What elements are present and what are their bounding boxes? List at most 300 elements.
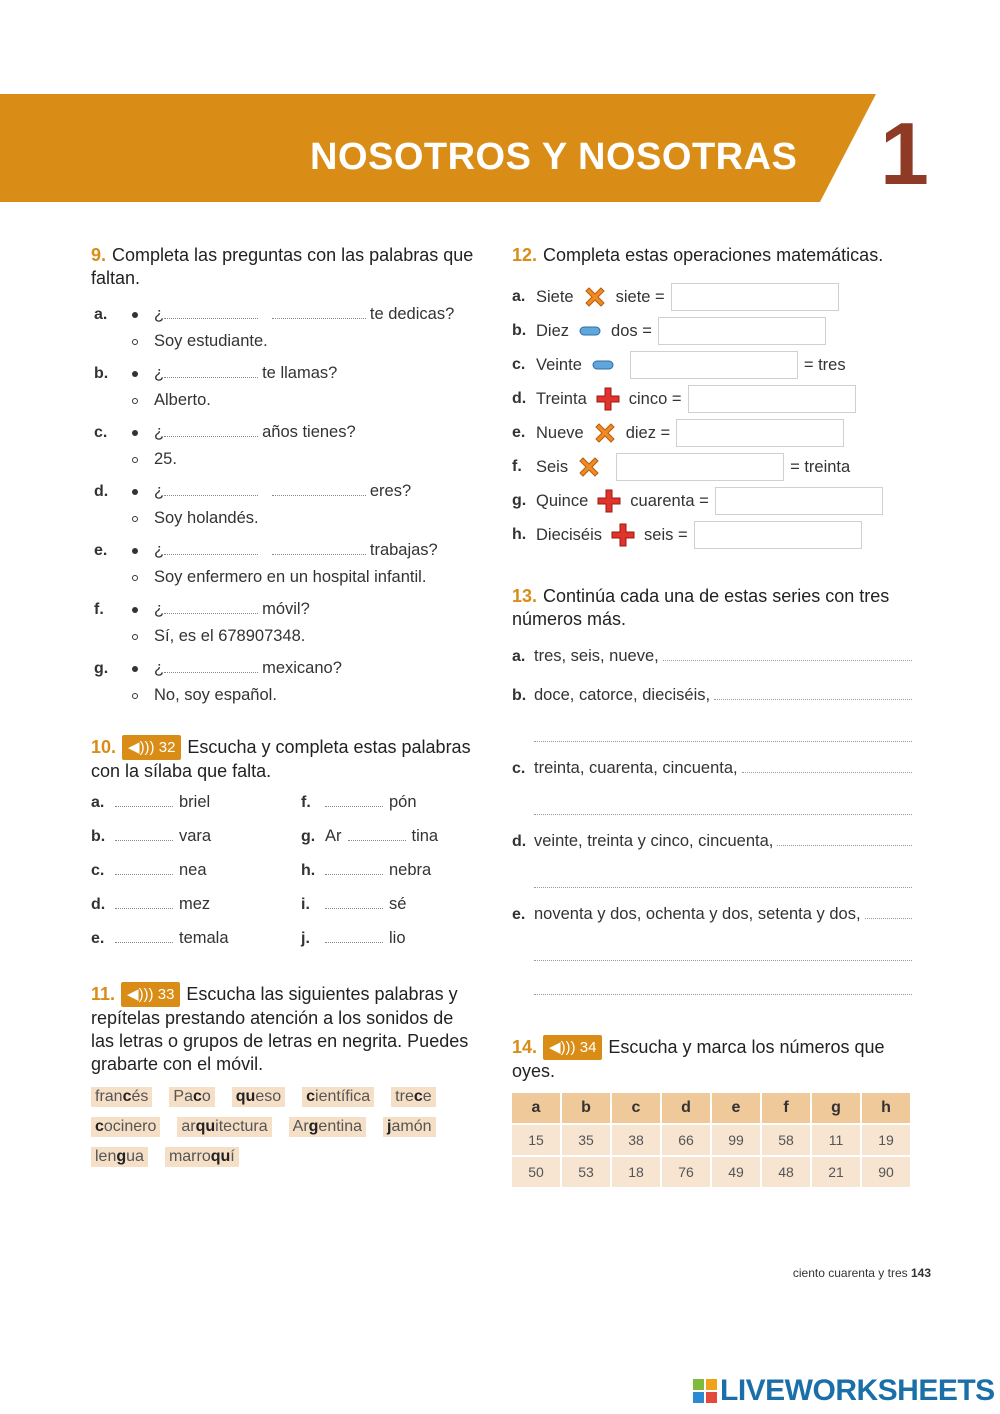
- word-end: temala: [179, 929, 229, 947]
- answer-blank[interactable]: [164, 305, 258, 319]
- syllable-item: [91, 793, 301, 818]
- table-header-cell: e: [712, 1093, 760, 1123]
- answer-blank[interactable]: [164, 541, 258, 555]
- word-end: tina: [411, 827, 439, 845]
- item-letter: d.: [91, 896, 106, 913]
- ex10-audio-track: 32: [158, 739, 176, 756]
- number-cell[interactable]: 35: [562, 1125, 610, 1155]
- operand-left: Seis: [536, 457, 569, 476]
- item-letter: e.: [512, 906, 526, 923]
- word-end: sé: [389, 895, 407, 913]
- series-line: [512, 644, 912, 669]
- answer-text: No, soy español.: [154, 686, 277, 704]
- ex14-instructions: Escucha y marca los números que oyes.: [512, 1037, 885, 1081]
- item-letter: d.: [512, 833, 527, 850]
- syllable-item: [301, 793, 481, 818]
- answer-blank[interactable]: [164, 423, 258, 437]
- number-cell[interactable]: 48: [762, 1157, 810, 1187]
- number-cell[interactable]: 11: [812, 1125, 860, 1155]
- bullet-filled-icon: [132, 371, 138, 377]
- answer-line: [154, 623, 481, 650]
- answer-blank[interactable]: [714, 686, 912, 700]
- ex10-instructions: Escucha y completa estas palabras con la sílaba que falta.: [91, 737, 471, 781]
- syllable-blank[interactable]: [325, 895, 383, 909]
- word-part: í: [230, 1148, 235, 1165]
- speaker-icon: ◀))): [127, 986, 154, 1003]
- ex9-title: [91, 244, 481, 290]
- item-letter: g.: [512, 492, 527, 509]
- operand-right: cuarenta =: [630, 491, 709, 510]
- ex12-title: [512, 244, 912, 267]
- ex9-number: 9.: [91, 245, 107, 265]
- answer-line: [154, 328, 481, 355]
- word-highlight: c: [192, 1088, 202, 1105]
- number-cell[interactable]: 50: [512, 1157, 560, 1187]
- answer-box[interactable]: [688, 385, 856, 413]
- question-opening: ¿: [154, 600, 165, 618]
- bullet-filled-icon: [132, 312, 138, 318]
- syllable-blank[interactable]: [115, 929, 173, 943]
- page-number-words: ciento cuarenta y tres: [792, 1266, 908, 1280]
- answer-blank[interactable]: [272, 541, 366, 555]
- item-letter: g.: [301, 828, 316, 845]
- table-header-cell: g: [812, 1093, 860, 1123]
- answer-line: [154, 446, 481, 473]
- plus-icon: [596, 488, 622, 514]
- item-letter: c.: [94, 424, 108, 441]
- series-text: noventa y dos, ochenta y dos, setenta y dos,: [534, 905, 861, 923]
- series-item: [512, 756, 912, 815]
- operation-row: [512, 382, 912, 416]
- word-part: ientífica: [315, 1088, 371, 1105]
- word-end: nebra: [389, 861, 432, 879]
- word-highlight: c: [413, 1088, 423, 1105]
- table-header-cell: c: [612, 1093, 660, 1123]
- question-line: [154, 655, 481, 682]
- word-part: entina: [318, 1118, 363, 1135]
- word-tag[interactable]: [302, 1087, 374, 1107]
- operand-right: siete =: [615, 287, 665, 306]
- question-item: [91, 596, 481, 650]
- ex11-audio-track: 33: [157, 986, 175, 1003]
- unit-number: 1: [880, 104, 929, 203]
- bullet-filled-icon: [132, 548, 138, 554]
- answer-blank[interactable]: [742, 759, 912, 773]
- ex13-instructions: Continúa cada una de estas series con tres números más.: [512, 586, 890, 629]
- answer-line: [154, 387, 481, 414]
- syllable-blank[interactable]: [115, 827, 173, 841]
- answer-text: 25.: [154, 450, 177, 468]
- word-highlight: g: [308, 1118, 319, 1135]
- question-line: [154, 360, 481, 387]
- word-tag[interactable]: [165, 1147, 239, 1167]
- question-item: [91, 360, 481, 414]
- number-cell[interactable]: 19: [862, 1125, 910, 1155]
- question-opening: ¿: [154, 541, 165, 559]
- bullet-open-icon: [132, 457, 138, 463]
- item-letter: b.: [512, 322, 527, 339]
- ex14-header-row: [512, 1093, 910, 1123]
- page-number: 143: [910, 1266, 931, 1280]
- answer-box[interactable]: [616, 453, 784, 481]
- ex11-number: 11.: [91, 984, 116, 1004]
- word-start: Ar: [325, 827, 342, 845]
- ex13-number: 13.: [512, 586, 538, 606]
- number-cell[interactable]: 49: [712, 1157, 760, 1187]
- series-line: [512, 902, 912, 927]
- question-ending: te dedicas?: [369, 305, 455, 323]
- answer-blank-line[interactable]: [534, 722, 912, 742]
- number-cell[interactable]: 18: [612, 1157, 660, 1187]
- operand-right: cinco =: [628, 389, 682, 408]
- ex11-word-tags: [91, 1087, 486, 1167]
- item-letter: e.: [94, 542, 108, 559]
- series-text: tres, seis, nueve,: [534, 647, 659, 665]
- word-tag[interactable]: [232, 1087, 285, 1107]
- answer-blank-line[interactable]: [534, 795, 912, 815]
- question-item: [91, 301, 481, 355]
- item-letter: c.: [512, 760, 526, 777]
- question-ending: móvil?: [262, 600, 310, 618]
- item-letter: h.: [512, 526, 527, 543]
- word-highlight: c: [306, 1088, 316, 1105]
- table-header-cell: f: [762, 1093, 810, 1123]
- series-item: [512, 683, 912, 742]
- operand-left: Dieciséis: [536, 525, 603, 544]
- operation-row: [512, 518, 912, 552]
- question-item: [91, 537, 481, 591]
- number-cell[interactable]: 53: [562, 1157, 610, 1187]
- syllable-item: [91, 895, 301, 920]
- question-ending: mexicano?: [262, 659, 342, 677]
- unit-title: NOSOTROS Y NOSOTRAS: [310, 136, 798, 178]
- number-cell[interactable]: 76: [662, 1157, 710, 1187]
- question-item: [91, 419, 481, 473]
- result-text: = tres: [803, 355, 846, 374]
- table-header-cell: d: [662, 1093, 710, 1123]
- question-opening: ¿: [154, 364, 165, 382]
- answer-blank[interactable]: [272, 305, 366, 319]
- syllable-blank[interactable]: [115, 895, 173, 909]
- ex13-list: [512, 644, 912, 995]
- question-ending: trabajas?: [369, 541, 438, 559]
- bullet-open-icon: [132, 634, 138, 640]
- question-item: [91, 655, 481, 709]
- word-tag[interactable]: [289, 1117, 366, 1137]
- question-opening: ¿: [154, 305, 165, 323]
- ex14-audio-button[interactable]: [543, 1035, 602, 1060]
- word-part: ocinero: [103, 1118, 157, 1135]
- table-header-cell: h: [862, 1093, 910, 1123]
- word-part: itectura: [215, 1118, 268, 1135]
- answer-text: Soy enfermero en un hospital infantil.: [154, 568, 427, 586]
- word-part: fran: [95, 1088, 123, 1105]
- operation-row: [512, 348, 912, 382]
- syllable-item: [91, 861, 301, 886]
- item-letter: b.: [512, 687, 527, 704]
- ex14-number: 14.: [512, 1037, 538, 1057]
- word-part: eso: [255, 1088, 282, 1105]
- number-cell[interactable]: 66: [662, 1125, 710, 1155]
- question-line: [154, 537, 481, 564]
- times-icon: [592, 420, 618, 446]
- answer-blank[interactable]: [865, 905, 912, 919]
- word-end: pón: [389, 793, 417, 811]
- answer-box[interactable]: [658, 317, 826, 345]
- brand-logo[interactable]: [693, 1374, 995, 1408]
- operation-row: [512, 280, 912, 314]
- word-part: marro: [168, 1148, 211, 1165]
- bullet-open-icon: [132, 516, 138, 522]
- syllable-blank[interactable]: [325, 793, 383, 807]
- ex10-grid: [91, 793, 481, 954]
- question-line: [154, 596, 481, 623]
- series-line: [512, 756, 912, 781]
- word-end: vara: [179, 827, 212, 845]
- syllable-blank[interactable]: [115, 861, 173, 875]
- number-cell[interactable]: 58: [762, 1125, 810, 1155]
- word-highlight: qu: [235, 1088, 256, 1105]
- answer-blank[interactable]: [164, 659, 258, 673]
- word-highlight: qu: [210, 1148, 231, 1165]
- ex12-number: 12.: [512, 245, 538, 265]
- item-letter: a.: [94, 306, 108, 323]
- ex11-instructions: Escucha las siguientes palabras y repítelas prestando atención a los sonidos de las letras o grupos de letras en negrita. Puedes grabarte con el móvil.: [91, 984, 469, 1074]
- item-letter: c.: [91, 862, 105, 879]
- question-line: [154, 301, 481, 328]
- series-item: [512, 902, 912, 995]
- bullet-filled-icon: [132, 666, 138, 672]
- plus-icon: [595, 386, 621, 412]
- answer-box[interactable]: [715, 487, 883, 515]
- word-part: amón: [391, 1118, 432, 1135]
- word-end: briel: [179, 793, 211, 811]
- answer-blank[interactable]: [164, 600, 258, 614]
- answer-text: Soy holandés.: [154, 509, 259, 527]
- syllable-item: [91, 929, 301, 954]
- operand-left: Siete: [536, 287, 574, 306]
- series-text: treinta, cuarenta, cincuenta,: [534, 759, 738, 777]
- syllable-item: [301, 895, 481, 920]
- number-cell[interactable]: 38: [612, 1125, 660, 1155]
- answer-blank[interactable]: [164, 482, 258, 496]
- item-letter: a.: [91, 794, 105, 811]
- syllable-blank[interactable]: [325, 929, 383, 943]
- word-tag[interactable]: [391, 1087, 435, 1107]
- question-opening: ¿: [154, 659, 165, 677]
- bullet-open-icon: [132, 575, 138, 581]
- answer-text: Soy estudiante.: [154, 332, 268, 350]
- ex12-instructions: Completa estas operaciones matemáticas.: [543, 245, 884, 265]
- word-part: len: [95, 1148, 117, 1165]
- answer-line: [154, 564, 481, 591]
- word-tag[interactable]: [91, 1117, 160, 1137]
- bullet-open-icon: [132, 398, 138, 404]
- item-letter: b.: [94, 365, 109, 382]
- minus-icon: [577, 318, 603, 344]
- question-ending: eres?: [369, 482, 412, 500]
- ex12-list: [512, 280, 912, 552]
- ex14-audio-track: 34: [579, 1039, 597, 1056]
- word-tag[interactable]: [169, 1087, 214, 1107]
- answer-blank-line[interactable]: [534, 941, 912, 961]
- ex10-audio-button[interactable]: [122, 735, 181, 760]
- answer-blank-line[interactable]: [534, 868, 912, 888]
- ex13-title: [512, 585, 912, 631]
- word-highlight: qu: [195, 1118, 216, 1135]
- item-letter: a.: [512, 288, 526, 305]
- syllable-item: [301, 827, 481, 852]
- operand-left: Veinte: [536, 355, 582, 374]
- number-cell[interactable]: 90: [862, 1157, 910, 1187]
- item-letter: a.: [512, 648, 526, 665]
- operand-right: seis =: [644, 525, 688, 544]
- answer-line: [154, 682, 481, 709]
- word-highlight: j: [387, 1118, 392, 1135]
- brand-name: LIVEWORKSHEETS: [720, 1374, 995, 1407]
- item-letter: i.: [301, 896, 310, 913]
- syllable-blank[interactable]: [325, 861, 383, 875]
- series-text: veinte, treinta y cinco, cincuenta,: [534, 832, 774, 850]
- answer-blank[interactable]: [164, 364, 258, 378]
- word-tag[interactable]: [91, 1087, 152, 1107]
- question-opening: ¿: [154, 423, 165, 441]
- left-column: [91, 244, 481, 1167]
- bullet-filled-icon: [132, 489, 138, 495]
- word-tag[interactable]: [177, 1117, 271, 1137]
- operation-row: [512, 450, 912, 484]
- question-line: [154, 419, 481, 446]
- word-highlight: c: [122, 1088, 132, 1105]
- syllable-blank[interactable]: [348, 827, 406, 841]
- syllable-item: [91, 827, 301, 852]
- word-highlight: g: [116, 1148, 127, 1165]
- operand-left: Quince: [536, 491, 589, 510]
- word-part: Ar: [292, 1118, 309, 1135]
- minus-icon: [590, 352, 616, 378]
- item-letter: d.: [94, 483, 109, 500]
- answer-blank[interactable]: [777, 832, 912, 846]
- word-part: Pa: [173, 1088, 193, 1105]
- word-part: o: [201, 1088, 211, 1105]
- item-letter: e.: [512, 424, 526, 441]
- speaker-icon: ◀))): [128, 739, 155, 756]
- operation-row: [512, 314, 912, 348]
- word-highlight: c: [95, 1118, 104, 1135]
- item-letter: d.: [512, 390, 527, 407]
- word-part: ua: [126, 1148, 144, 1165]
- page-footer: [793, 1266, 931, 1280]
- syllable-blank[interactable]: [115, 793, 173, 807]
- ex10-title: [91, 735, 481, 783]
- operation-row: [512, 416, 912, 450]
- item-letter: f.: [94, 601, 104, 618]
- answer-blank[interactable]: [272, 482, 366, 496]
- ex9-instructions: Completa las preguntas con las palabras que faltan.: [91, 245, 474, 288]
- result-text: = treinta: [790, 457, 851, 476]
- number-cell[interactable]: 99: [712, 1125, 760, 1155]
- syllable-item: [301, 861, 481, 886]
- ex11-audio-button[interactable]: [121, 982, 180, 1007]
- answer-box[interactable]: [694, 521, 862, 549]
- ex11-title: [91, 982, 481, 1076]
- ex9-list: [91, 301, 481, 709]
- answer-box[interactable]: [676, 419, 844, 447]
- word-part: és: [131, 1088, 149, 1105]
- operand-left: Nueve: [536, 423, 584, 442]
- operand-right: dos =: [611, 321, 652, 340]
- bullet-filled-icon: [132, 607, 138, 613]
- series-line: [512, 829, 912, 854]
- word-part: tre: [395, 1088, 414, 1105]
- liveworksheets-icon: [693, 1379, 717, 1403]
- times-icon: [582, 284, 608, 310]
- word-part: e: [422, 1088, 432, 1105]
- item-letter: c.: [512, 356, 526, 373]
- table-header-cell: a: [512, 1093, 560, 1123]
- word-tag[interactable]: [91, 1147, 148, 1167]
- item-letter: f.: [512, 458, 522, 475]
- number-cell[interactable]: 15: [512, 1125, 560, 1155]
- ex14-number-table: [510, 1091, 912, 1189]
- question-ending: te llamas?: [262, 364, 338, 382]
- question-line: [154, 478, 481, 505]
- syllable-item: [301, 929, 481, 954]
- plus-icon: [610, 522, 636, 548]
- series-item: [512, 829, 912, 888]
- item-letter: h.: [301, 862, 316, 879]
- series-item: [512, 644, 912, 669]
- answer-text: Alberto.: [154, 391, 211, 409]
- ex14-row-2: [512, 1157, 910, 1187]
- bullet-open-icon: [132, 693, 138, 699]
- table-header-cell: b: [562, 1093, 610, 1123]
- operand-right: diez =: [625, 423, 671, 442]
- operand-left: Diez: [536, 321, 570, 340]
- series-text: doce, catorce, dieciséis,: [534, 686, 711, 704]
- word-part: ar: [181, 1118, 196, 1135]
- item-letter: g.: [94, 660, 109, 677]
- operation-row: [512, 484, 912, 518]
- item-letter: j.: [301, 930, 310, 947]
- word-end: nea: [179, 861, 207, 879]
- word-tag[interactable]: [383, 1117, 435, 1137]
- bullet-open-icon: [132, 339, 138, 345]
- answer-box[interactable]: [671, 283, 839, 311]
- answer-blank[interactable]: [663, 647, 912, 661]
- answer-text: Sí, es el 678907348.: [154, 627, 306, 645]
- number-cell[interactable]: 21: [812, 1157, 860, 1187]
- speaker-icon: ◀))): [549, 1039, 576, 1056]
- operand-left: Treinta: [536, 389, 587, 408]
- word-end: mez: [179, 895, 211, 913]
- ex10-number: 10.: [91, 737, 117, 757]
- item-letter: b.: [91, 828, 106, 845]
- series-line: [512, 683, 912, 708]
- answer-box[interactable]: [630, 351, 798, 379]
- ex14-row-1: [512, 1125, 910, 1155]
- bullet-filled-icon: [132, 430, 138, 436]
- ex14-title: [512, 1035, 912, 1083]
- word-end: lio: [389, 929, 406, 947]
- question-item: [91, 478, 481, 532]
- right-column: [512, 244, 912, 1189]
- question-ending: años tienes?: [262, 423, 356, 441]
- item-letter: e.: [91, 930, 105, 947]
- times-icon: [576, 454, 602, 480]
- answer-line: [154, 505, 481, 532]
- answer-blank-line[interactable]: [534, 975, 912, 995]
